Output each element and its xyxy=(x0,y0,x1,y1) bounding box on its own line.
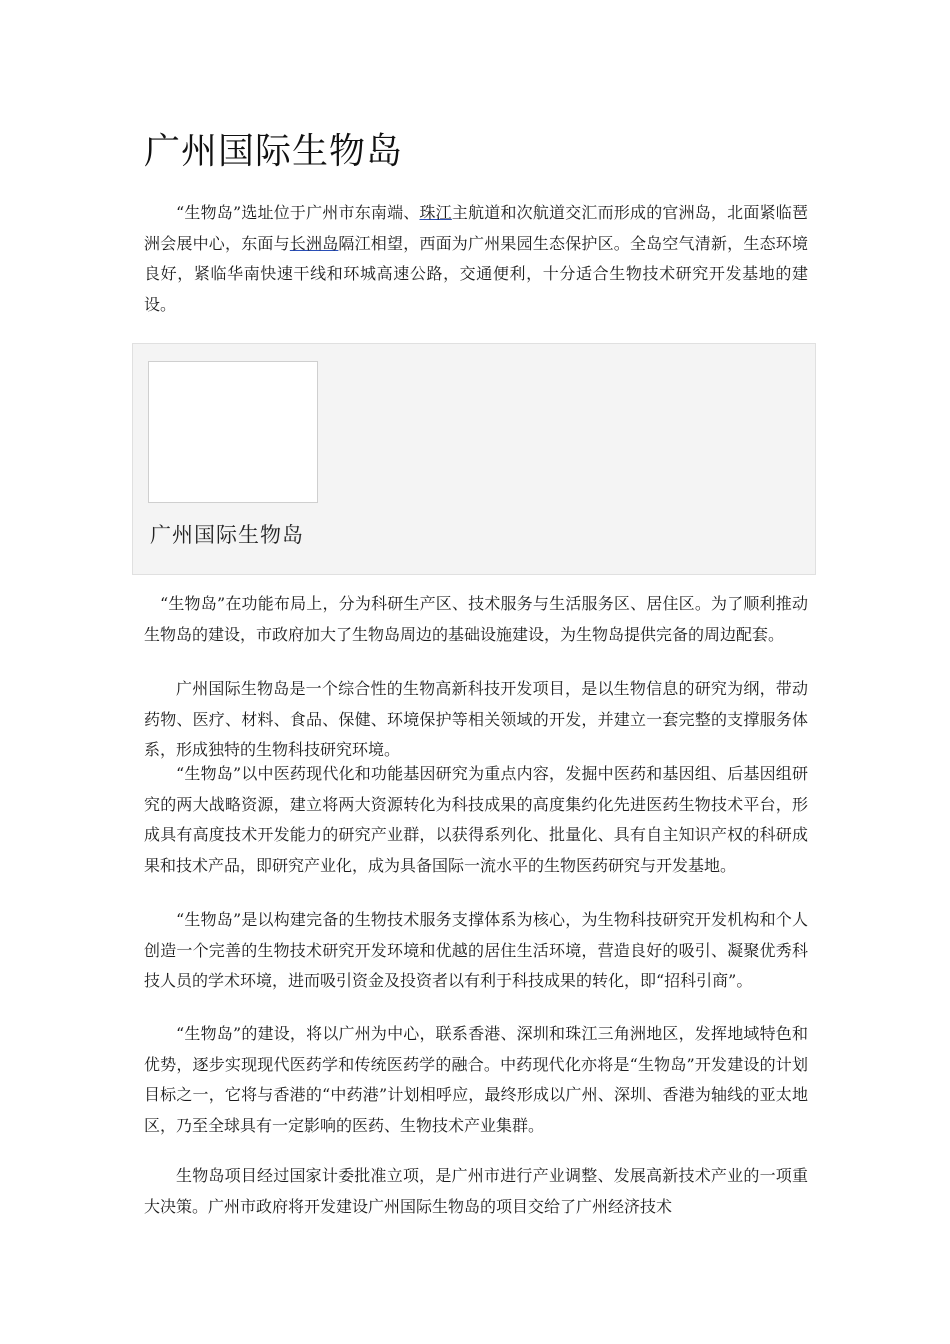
intro-paragraph xyxy=(144,198,808,320)
paragraph-research-focus: “生物岛”以中医药现代化和功能基因研究为重点内容，发掘中医药和基因组、后基因组研究的两大战略资源，建立将两大资源转化为科技成果的高度集约化先进医药生物技术平台，形成具有高度技术开发能力的研究产业群，以获得系列化、批量化、具有自主知识产权的科研成果和技术产品，即研究产业化，成为具备国际一流水平的生物医药研究与开发基地。 xyxy=(144,764,808,875)
intro-text-1: “生物岛”选址位于广州市东南端、 xyxy=(176,203,420,222)
intro-text-3: 隔江相望，西面为广州果园生态保护区。全岛空气清新，生态环境良好，紧临华南快速干线和环城高速公路，交通便利，十分适合生物技术研究开发基地的建设。 xyxy=(144,233,808,314)
image-figure xyxy=(132,343,816,575)
link-changzhou-island[interactable]: 长洲岛 xyxy=(289,233,339,253)
paragraph-service-system: “生物岛”是以构建完备的生物技术服务支撑体系为核心，为生物科技研究开发机构和个人创造一个完善的生物技术研究开发环境和优越的居住生活环境，营造良好的吸引、凝聚优秀科技人员的学术环境，进而吸引资金及投资者以有利于科技成果的转化，即“招科引商”。 xyxy=(144,910,808,990)
figure-caption: 广州国际生物岛 xyxy=(150,523,304,547)
page-title: 广州国际生物岛 xyxy=(144,131,404,172)
paragraph-project-approval: 生物岛项目经过国家计委批准立项，是广州市进行产业调整、发展高新技术产业的一项重大决策。广州市政府将开发建设广州国际生物岛的项目交给了广州经济技术 xyxy=(144,1166,808,1216)
paragraph-layout: “生物岛”在功能布局上，分为科研生产区、技术服务与生活服务区、居住区。为了顺利推动生物岛的建设，市政府加大了生物岛周边的基础设施建设，为生物岛提供完备的周边配套。 xyxy=(144,594,808,644)
figure-image[interactable] xyxy=(148,361,318,503)
paragraph-overview: 广州国际生物岛是一个综合性的生物高新科技开发项目，是以生物信息的研究为纲，带动药物、医疗、材料、食品、保健、环境保护等相关领域的开发，并建立一套完整的支撑服务体系，形成独特的生物科技研究环境。 xyxy=(144,679,808,759)
intro-text-2: 主航道和次航道交汇而形成的官洲岛，北面紧临琶洲会展中心，东面与 xyxy=(144,203,808,253)
paragraph-regional-development: “生物岛”的建设，将以广州为中心，联系香港、深圳和珠江三角洲地区，发挥地域特色和优势，逐步实现现代医药学和传统医药学的融合。中药现代化亦将是“生物岛”开发建设的计划目标之一，它将与香港的“中药港”计划相呼应，最终形成以广州、深圳、香港为轴线的亚太地区，乃至全球具有一定影响的医药、生物技术产业集群。 xyxy=(144,1024,808,1135)
link-zhujiang[interactable]: 珠江 xyxy=(419,203,452,222)
